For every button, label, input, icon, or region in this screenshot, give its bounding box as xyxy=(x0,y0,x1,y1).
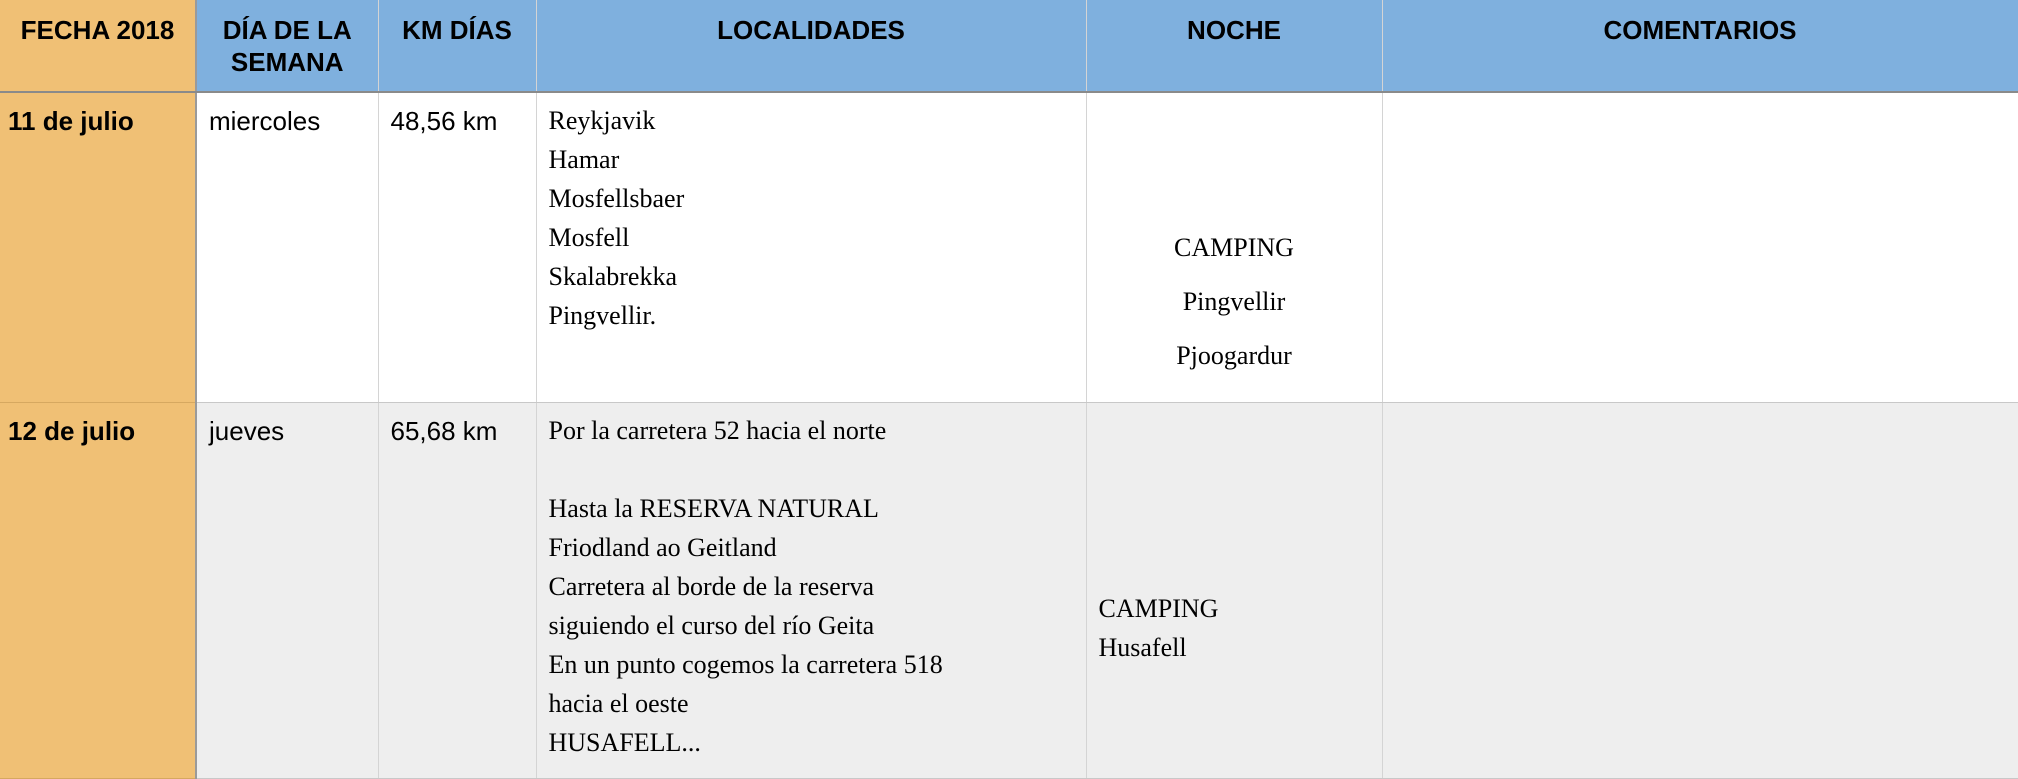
localidad-line: Pingvellir. xyxy=(548,301,657,330)
cell-noche[interactable] xyxy=(1086,402,1382,778)
header-dia-semana[interactable]: DÍA DE LA SEMANA xyxy=(196,0,378,92)
localidad-line: Mosfellsbaer xyxy=(548,184,685,213)
cell-localidades[interactable] xyxy=(536,402,1086,778)
localidad-line: Mosfell xyxy=(548,223,630,252)
localidad-line: Reykjavik xyxy=(548,106,656,135)
noche-line: CAMPING xyxy=(1174,232,1294,262)
header-localidades[interactable]: LOCALIDADES xyxy=(536,0,1086,92)
cell-noche[interactable] xyxy=(1086,92,1382,402)
cell-localidades[interactable] xyxy=(536,92,1086,402)
noche-line: Husafell xyxy=(1098,632,1187,662)
localidad-line: Carretera al borde de la reserva xyxy=(548,571,875,601)
cell-dia[interactable]: miercoles xyxy=(196,92,378,402)
cell-fecha[interactable]: 12 de julio xyxy=(0,402,196,778)
localidad-line: Skalabrekka xyxy=(548,262,678,291)
header-comentarios[interactable]: COMENTARIOS xyxy=(1382,0,2018,92)
header-fecha[interactable]: FECHA 2018 xyxy=(0,0,196,92)
localidad-line: Friodland ao Geitland xyxy=(548,532,777,562)
localidad-line: Hamar xyxy=(548,145,620,174)
noche-line: Pjoogardur xyxy=(1176,340,1292,370)
cell-km[interactable]: 48,56 km xyxy=(378,92,536,402)
localidad-line: HUSAFELL... xyxy=(548,727,701,757)
header-row xyxy=(0,0,2018,92)
localidad-line: Por la carretera 52 hacia el norte xyxy=(548,415,887,445)
cell-comentarios[interactable] xyxy=(1382,402,2018,778)
cell-dia[interactable]: jueves xyxy=(196,402,378,778)
noche-line: Pingvellir xyxy=(1182,286,1286,316)
header-km-dias[interactable]: KM DÍAS xyxy=(378,0,536,92)
noche-line: CAMPING xyxy=(1098,593,1219,623)
localidad-line: hacia el oeste xyxy=(548,688,689,718)
header-noche[interactable]: NOCHE xyxy=(1086,0,1382,92)
table-row xyxy=(0,402,2018,778)
localidad-line xyxy=(549,454,1074,493)
cell-comentarios[interactable] xyxy=(1382,92,2018,402)
localidad-line: En un punto cogemos la carretera 518 xyxy=(548,649,943,679)
cell-km[interactable]: 65,68 km xyxy=(378,402,536,778)
localidad-line: Hasta la RESERVA NATURAL xyxy=(548,493,879,523)
table-row xyxy=(0,92,2018,402)
cell-fecha[interactable]: 11 de julio xyxy=(0,92,196,402)
localidad-line: siguiendo el curso del río Geita xyxy=(548,610,875,640)
